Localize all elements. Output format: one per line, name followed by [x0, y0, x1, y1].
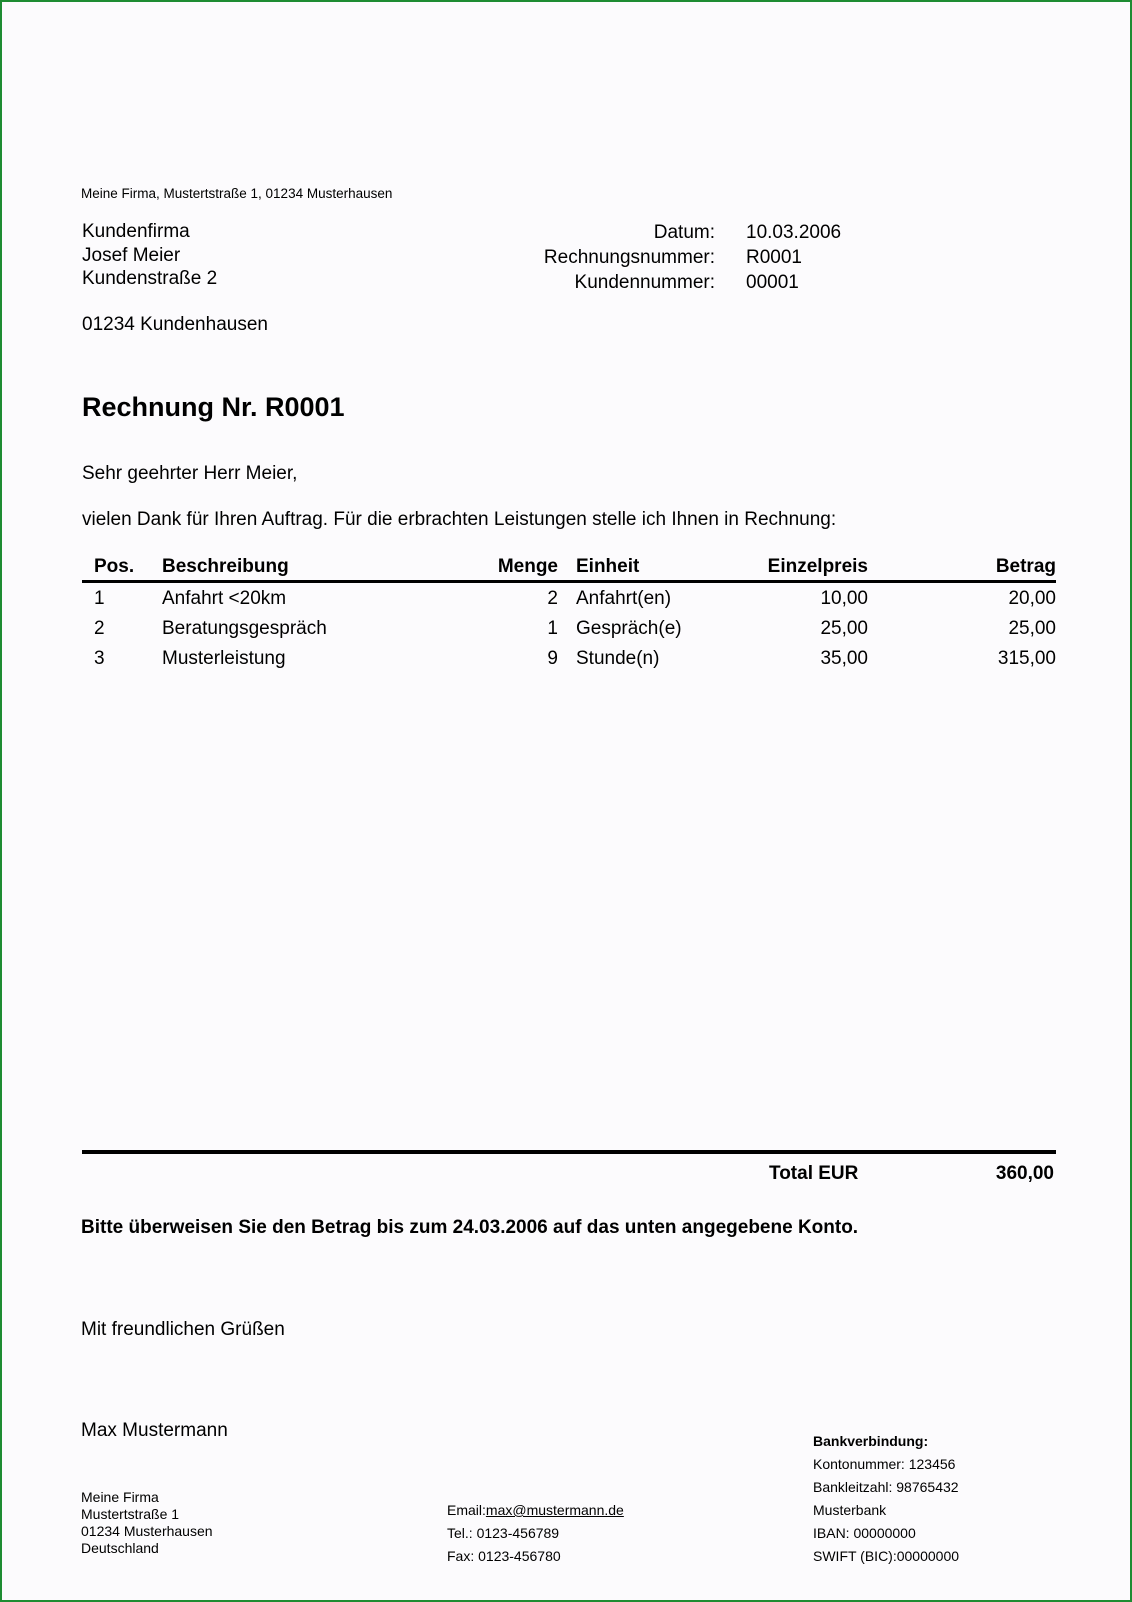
bank-code: Bankleitzahl: 98765432 — [813, 1479, 959, 1495]
cell-unit-price: 25,00 — [820, 618, 868, 639]
bank-title: Bankverbindung: — [813, 1433, 929, 1449]
cell-unit: Anfahrt(en) — [576, 588, 672, 609]
footer-company-address — [81, 1489, 213, 1557]
footer-email-line — [447, 1499, 624, 1522]
cell-description: Musterleistung — [162, 648, 286, 669]
cell-description: Beratungsgespräch — [162, 618, 327, 639]
invoice-meta-labels — [544, 220, 715, 295]
footer-company-city: 01234 Musterhausen — [81, 1523, 213, 1539]
cell-quantity: 1 — [547, 618, 558, 639]
cell-unit-price: 35,00 — [820, 648, 868, 669]
footer-company-name: Meine Firma — [81, 1489, 159, 1505]
invoice-title: Rechnung Nr. R0001 — [82, 392, 345, 422]
bank-name: Musterbank — [813, 1502, 887, 1518]
cell-pos: 2 — [94, 618, 105, 639]
table-row — [82, 643, 1056, 673]
footer-company-country: Deutschland — [81, 1540, 159, 1556]
table-row — [82, 582, 1056, 614]
cell-amount: 315,00 — [997, 648, 1056, 669]
footer-phone: Tel.: 0123-456789 — [447, 1525, 560, 1541]
header-pos: Pos. — [82, 553, 162, 582]
sender-return-address: Meine Firma, Mustertstraße 1, 01234 Musterhausen — [81, 186, 393, 201]
cell-unit: Stunde(n) — [576, 648, 660, 669]
email-label: Email: — [447, 1502, 486, 1518]
bank-iban: IBAN: 00000000 — [813, 1525, 916, 1541]
cell-amount: 20,00 — [1008, 588, 1056, 609]
payment-note: Bitte überweisen Sie den Betrag bis zum 24.03.2006 auf das unten angegebene Konto. — [81, 1217, 859, 1238]
table-header-row — [82, 553, 1056, 582]
header-description: Beschreibung — [162, 553, 412, 582]
total-value: 360,00 — [995, 1163, 1054, 1184]
cell-pos: 1 — [94, 588, 105, 609]
cell-unit: Gespräch(e) — [576, 618, 682, 639]
bank-swift: SWIFT (BIC):00000000 — [813, 1548, 960, 1564]
line-items-table — [82, 553, 1056, 673]
invoice-meta-values — [746, 220, 841, 295]
cell-quantity: 9 — [547, 648, 558, 669]
customer-number-value: 00001 — [746, 272, 799, 293]
cell-unit-price: 10,00 — [820, 588, 868, 609]
salutation: Sehr geehrter Herr Meier, — [82, 463, 298, 484]
footer-company-street: Mustertstraße 1 — [81, 1506, 180, 1522]
date-value: 10.03.2006 — [746, 222, 842, 243]
header-quantity: Menge — [412, 553, 558, 582]
invoice-number-value: R0001 — [746, 247, 802, 268]
header-unit: Einheit — [558, 553, 693, 582]
cell-description: Anfahrt <20km — [162, 588, 287, 609]
footer-fax: Fax: 0123-456780 — [447, 1548, 561, 1564]
date-label: Datum: — [653, 222, 715, 243]
total-label: Total EUR — [769, 1163, 859, 1184]
signer-name: Max Mustermann — [81, 1420, 228, 1441]
invoice-number-label: Rechnungsnummer: — [543, 247, 715, 268]
header-unit-price: Einzelpreis — [693, 553, 868, 582]
intro-text: vielen Dank für Ihren Auftrag. Für die erbrachten Leistungen stelle ich Ihnen in Rechnung: — [82, 509, 837, 530]
recipient-street: Kundenstraße 2 — [82, 268, 218, 289]
bank-account-number: Kontonummer: 123456 — [813, 1456, 956, 1472]
cell-pos: 3 — [94, 648, 105, 669]
customer-number-label: Kundennummer: — [574, 272, 715, 293]
footer-contact — [447, 1499, 624, 1568]
footer-bank-details — [813, 1430, 959, 1568]
cell-quantity: 2 — [547, 588, 558, 609]
recipient-company: Kundenfirma — [82, 221, 190, 242]
total-divider — [82, 1150, 1056, 1154]
recipient-address — [82, 220, 217, 291]
closing-greeting: Mit freundlichen Grüßen — [81, 1319, 285, 1340]
recipient-name: Josef Meier — [82, 244, 181, 266]
cell-amount: 25,00 — [1008, 618, 1056, 639]
recipient-city: 01234 Kundenhausen — [82, 314, 268, 335]
table-row — [82, 613, 1056, 643]
header-amount: Betrag — [868, 553, 1056, 582]
email-link[interactable]: max@mustermann.de — [485, 1502, 624, 1518]
